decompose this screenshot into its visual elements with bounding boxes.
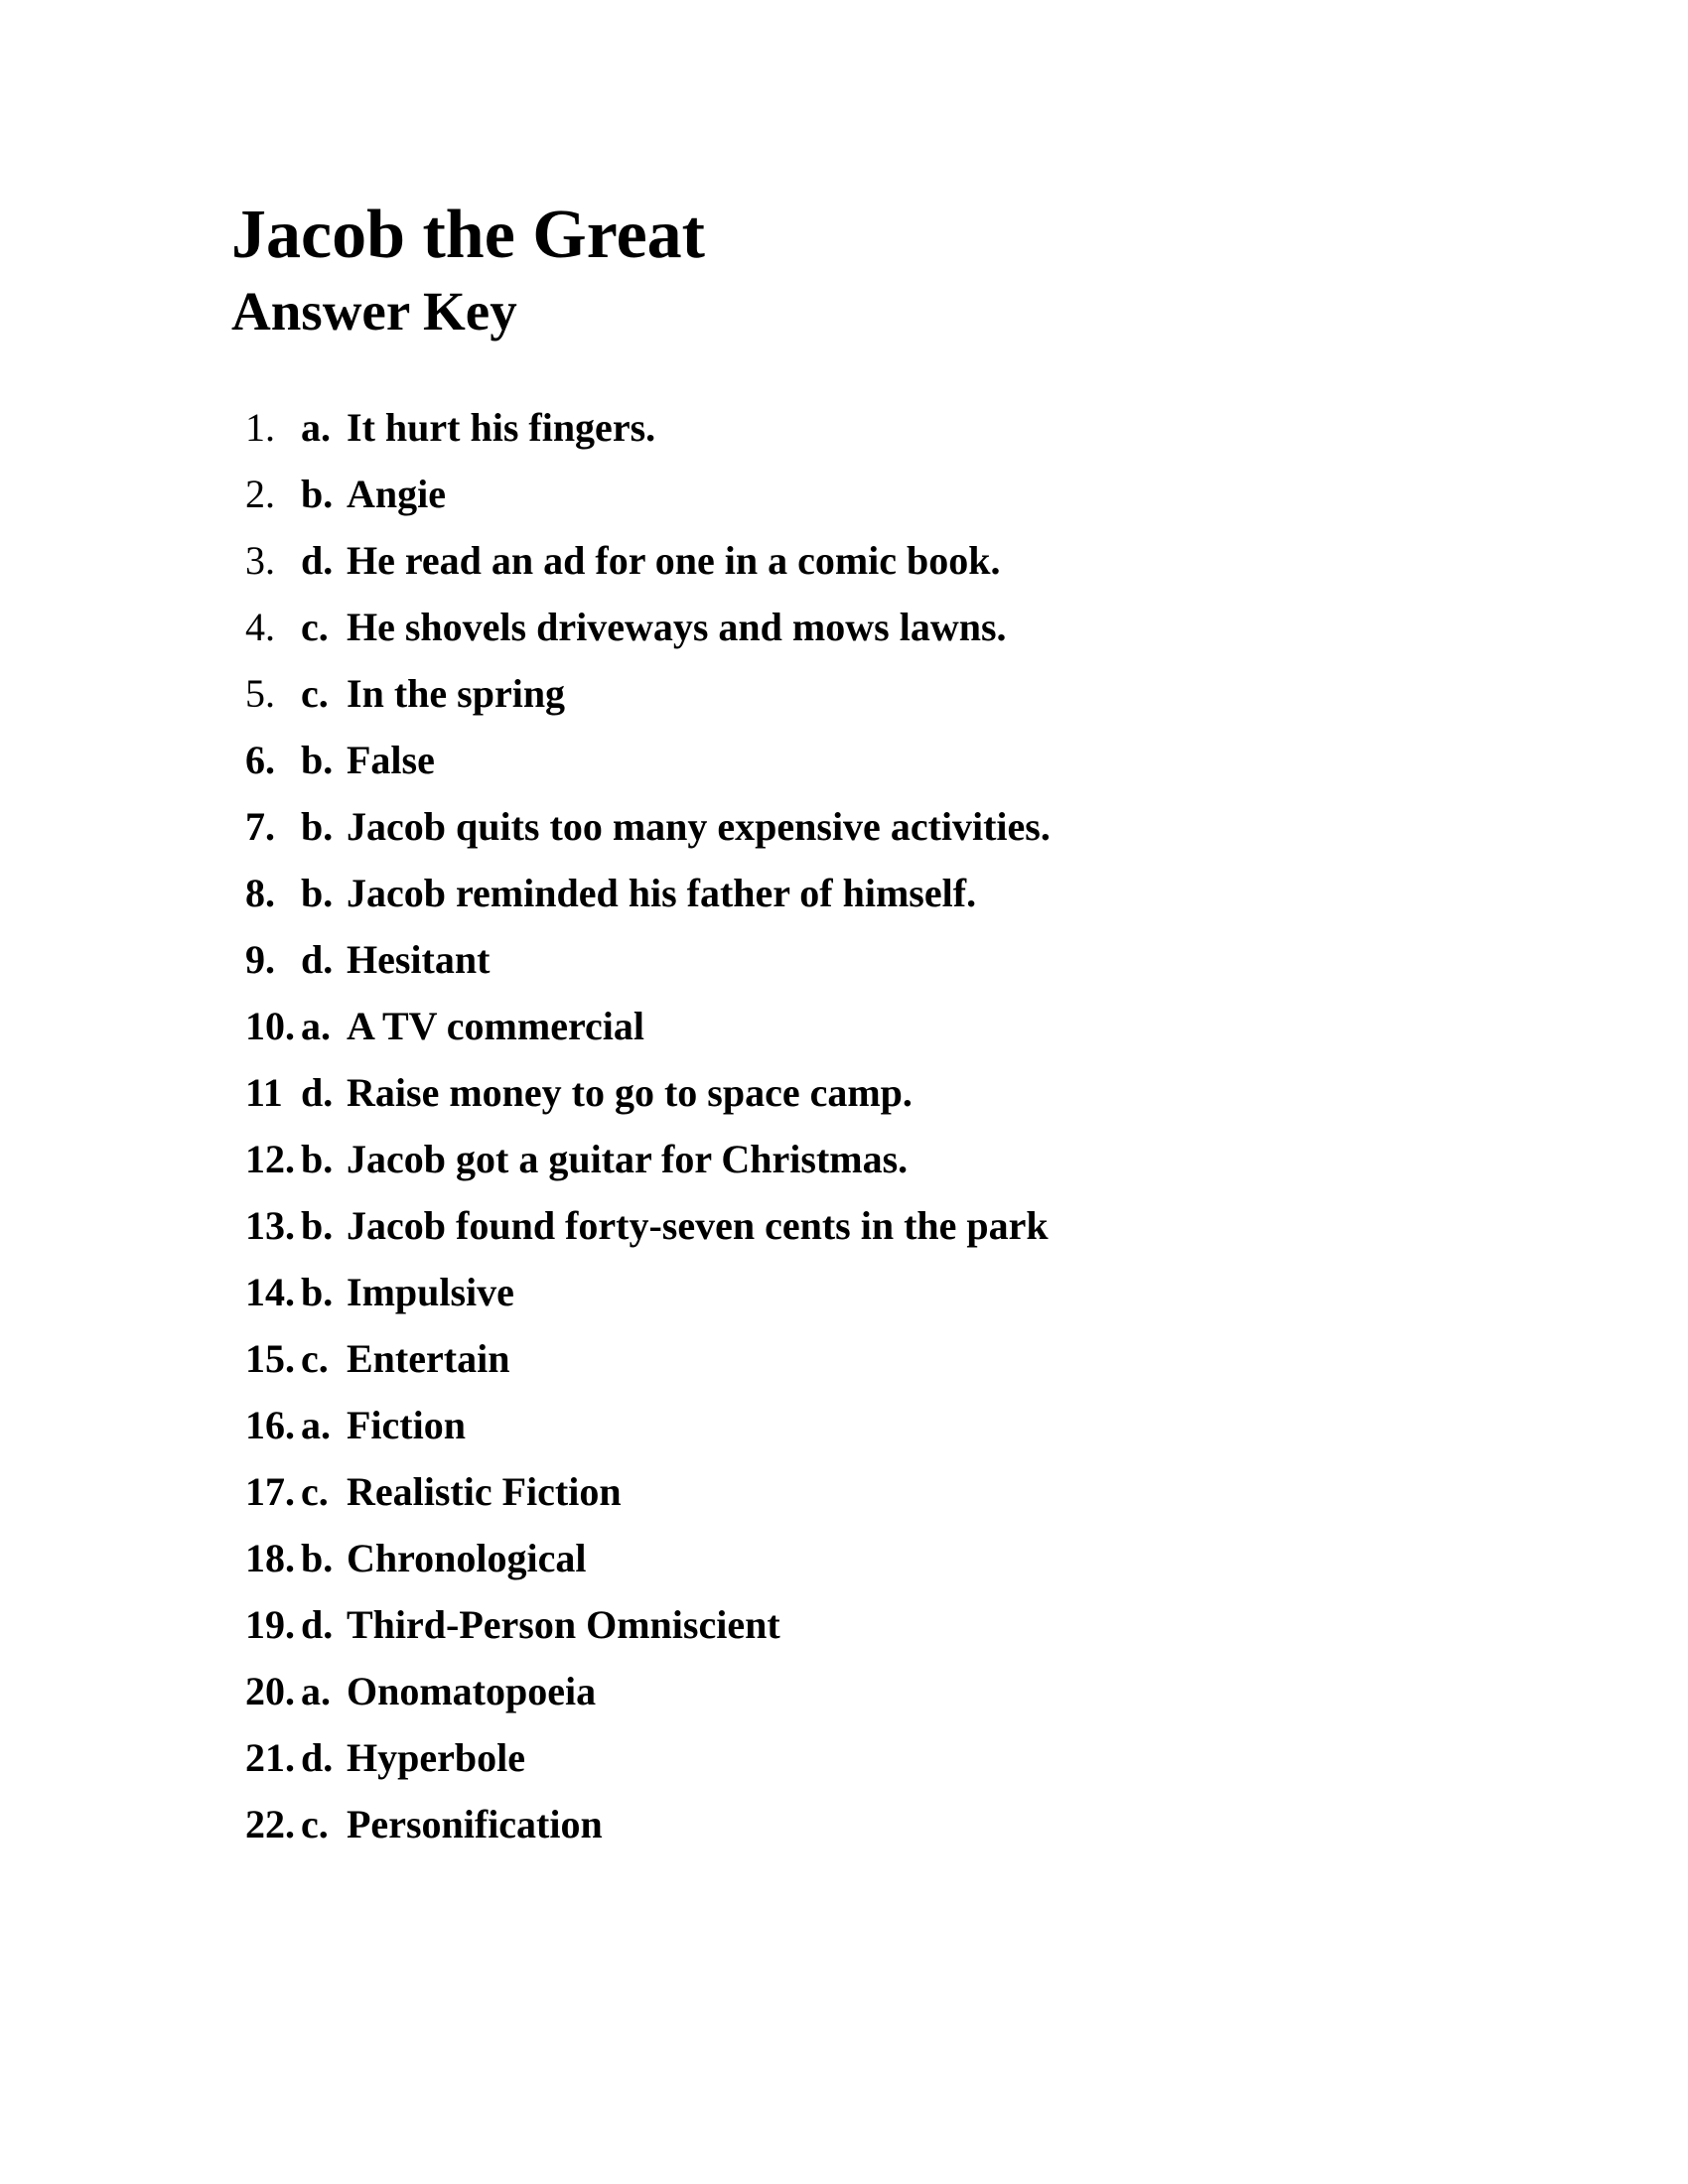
- answer-letter: d.: [301, 1735, 334, 1780]
- answer-letter: b.: [301, 1270, 334, 1314]
- answer-text: He read an ad for one in a comic book.: [347, 538, 1001, 583]
- answer-text: Impulsive: [347, 1270, 514, 1314]
- answer-number: 15.: [245, 1336, 295, 1381]
- answer-row-7: [245, 793, 1051, 860]
- answer-row-8: [245, 860, 1051, 926]
- answer-letter: b.: [301, 804, 334, 849]
- answer-text: Jacob got a guitar for Christmas.: [347, 1137, 909, 1181]
- answer-number: 19.: [245, 1602, 295, 1647]
- answer-number: 18.: [245, 1536, 295, 1580]
- answer-text: Angie: [347, 472, 446, 516]
- answer-text: Jacob quits too many expensive activities.: [347, 804, 1051, 849]
- answer-number: 21.: [245, 1735, 295, 1780]
- answer-text: Realistic Fiction: [347, 1469, 622, 1514]
- answer-text: Raise money to go to space camp.: [347, 1070, 913, 1115]
- answer-text: A TV commercial: [347, 1004, 644, 1048]
- answer-letter: c.: [301, 1802, 329, 1846]
- answer-letter: c.: [301, 1336, 329, 1381]
- answer-letter: a.: [301, 1004, 331, 1048]
- answer-row-3: [245, 527, 1051, 594]
- answer-number: 3.: [245, 538, 275, 583]
- answer-letter: d.: [301, 937, 334, 982]
- answer-row-6: [245, 727, 1051, 793]
- answer-text: Hesitant: [347, 937, 491, 982]
- answer-row-11: [245, 1059, 1051, 1126]
- answer-number: 11: [245, 1070, 283, 1115]
- answer-letter: d.: [301, 538, 334, 583]
- answer-number: 9.: [245, 937, 275, 982]
- answer-row-22: [245, 1791, 1051, 1857]
- answer-text: In the spring: [347, 671, 566, 716]
- answer-row-15: [245, 1325, 1051, 1392]
- answer-text: Onomatopoeia: [347, 1669, 597, 1713]
- page-subtitle: Answer Key: [231, 281, 517, 341]
- answer-number: 1.: [245, 405, 275, 450]
- answer-row-20: [245, 1658, 1051, 1724]
- answer-letter: a.: [301, 1669, 331, 1713]
- answer-row-18: [245, 1525, 1051, 1591]
- answer-row-10: [245, 993, 1051, 1059]
- answer-number: 8.: [245, 871, 275, 915]
- answer-number: 10.: [245, 1004, 295, 1048]
- answer-letter: c.: [301, 671, 329, 716]
- answer-number: 2.: [245, 472, 275, 516]
- answer-row-9: [245, 926, 1051, 993]
- answer-number: 22.: [245, 1802, 295, 1846]
- answer-number: 6.: [245, 738, 275, 782]
- answer-number: 17.: [245, 1469, 295, 1514]
- answer-letter: b.: [301, 1137, 334, 1181]
- answer-row-13: [245, 1192, 1051, 1259]
- answer-letter: c.: [301, 605, 329, 649]
- title-block: [231, 197, 705, 341]
- answer-letter: b.: [301, 1203, 334, 1248]
- answer-number: 16.: [245, 1403, 295, 1447]
- answer-letter: a.: [301, 405, 331, 450]
- answer-row-2: [245, 461, 1051, 527]
- answer-row-17: [245, 1458, 1051, 1525]
- answer-letter: b.: [301, 1536, 334, 1580]
- answer-row-19: [245, 1591, 1051, 1658]
- answer-row-12: [245, 1126, 1051, 1192]
- answer-row-4: [245, 594, 1051, 660]
- answer-text: Personification: [347, 1802, 603, 1846]
- answer-row-21: [245, 1724, 1051, 1791]
- answer-number: 4.: [245, 605, 275, 649]
- answer-letter: a.: [301, 1403, 331, 1447]
- answer-text: Jacob reminded his father of himself.: [347, 871, 977, 915]
- answer-text: Third-Person Omniscient: [347, 1602, 780, 1647]
- answer-number: 5.: [245, 671, 275, 716]
- answer-letter: d.: [301, 1602, 334, 1647]
- answer-text: It hurt his fingers.: [347, 405, 656, 450]
- answer-letter: c.: [301, 1469, 329, 1514]
- answer-number: 14.: [245, 1270, 295, 1314]
- answer-number: 20.: [245, 1669, 295, 1713]
- answer-row-5: [245, 660, 1051, 727]
- answer-number: 12.: [245, 1137, 295, 1181]
- answer-text: Hyperbole: [347, 1735, 525, 1780]
- answer-text: Jacob found forty-seven cents in the park: [347, 1203, 1049, 1248]
- answer-text: Entertain: [347, 1336, 510, 1381]
- answer-letter: b.: [301, 738, 334, 782]
- answer-text: Chronological: [347, 1536, 587, 1580]
- answer-row-1: [245, 394, 1051, 461]
- page-title: Jacob the Great: [231, 197, 705, 273]
- answer-letter: b.: [301, 871, 334, 915]
- answer-list: [245, 394, 1051, 1857]
- answer-letter: d.: [301, 1070, 334, 1115]
- answer-row-16: [245, 1392, 1051, 1458]
- answer-text: False: [347, 738, 435, 782]
- answer-text: Fiction: [347, 1403, 466, 1447]
- answer-text: He shovels driveways and mows lawns.: [347, 605, 1007, 649]
- answer-number: 7.: [245, 804, 275, 849]
- answer-number: 13.: [245, 1203, 295, 1248]
- answer-row-14: [245, 1259, 1051, 1325]
- answer-letter: b.: [301, 472, 334, 516]
